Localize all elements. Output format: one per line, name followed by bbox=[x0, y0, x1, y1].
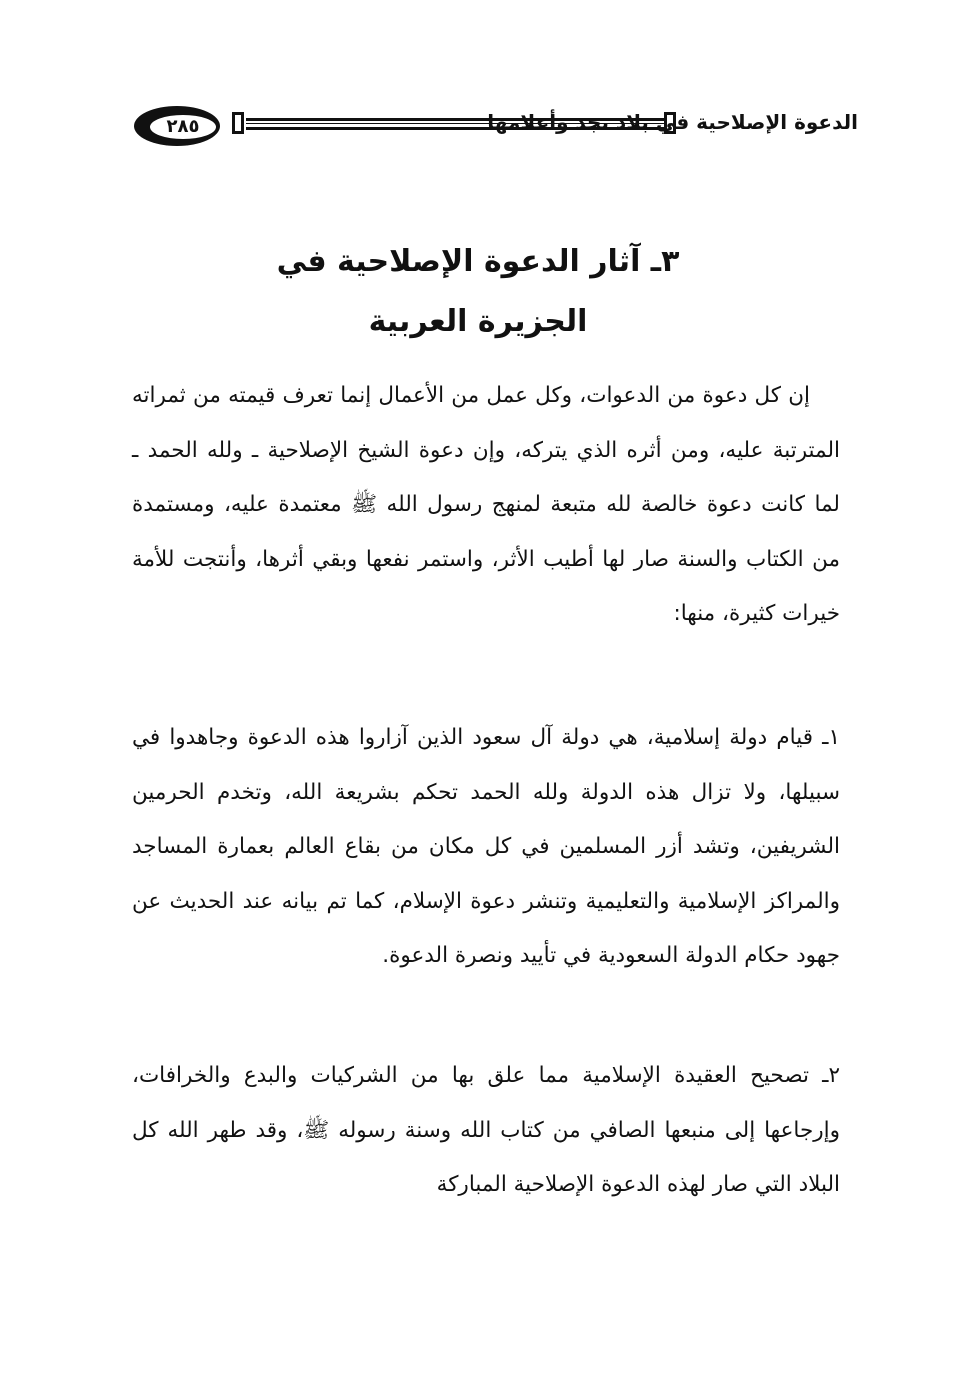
rule-end-cap-left bbox=[232, 112, 244, 134]
paragraph-intro: إن كل دعوة من الدعوات، وكل عمل من الأعمال إنما تعرف قيمته من ثمراته المترتبة عليه، ومن أثره الذي يتركه، وإن دعوة الشيخ الإصلاحية ـ ولله الحمد ـ لما كانت دعوة خالصة لله متبعة لمنهج رسول الله ﷺ معتمدة عليه، ومستمدة من الكتاب والسنة صار لها أطيب الأثر، واستمر نفعها وبقي أثرها، وأنتجت للأمة خيرات كثيرة، منها: bbox=[132, 383, 840, 626]
section-heading-line2: الجزيرة العربية bbox=[368, 304, 588, 339]
paragraph-item-2: ٢ـ تصحيح العقيدة الإسلامية مما علق بها من الشركيات والبدع والخرافات، وإرجاعها إلى منبعها الصافي من كتاب الله وسنة رسوله ﷺ، وقد طهر الله كل البلاد التي صار لهذه الدعوة الإصلاحية المباركة bbox=[132, 1063, 840, 1197]
paragraph-item-1: ١ـ قيام دولة إسلامية، هي دولة آل سعود الذين آزاروا هذه الدعوة وجاهدوا في سبيلها، ولا تزال هذه الدولة ولله الحمد تحكم بشريعة الله، وتخدم الحرمين الشريفين، وتشد أزر المسلمين في كل مكان من بقاع العالم بعمارة المساجد والمراكز الإسلامية والتعليمية وتنشر دعوة الإسلام، كما تم بيانه عند الحديث عن جهود حكام الدولة السعودية في تأييد ونصرة الدعوة. bbox=[132, 725, 840, 968]
running-title: الدعوة الإصلاحية في بلاد نجد وأعلامها bbox=[487, 110, 858, 134]
section-heading-line1: ٣ـ آثار الدعوة الإصلاحية في bbox=[276, 244, 680, 279]
page-number-badge bbox=[134, 106, 220, 146]
page-header bbox=[128, 100, 858, 154]
page-number: ٢٨٥ bbox=[150, 115, 216, 139]
